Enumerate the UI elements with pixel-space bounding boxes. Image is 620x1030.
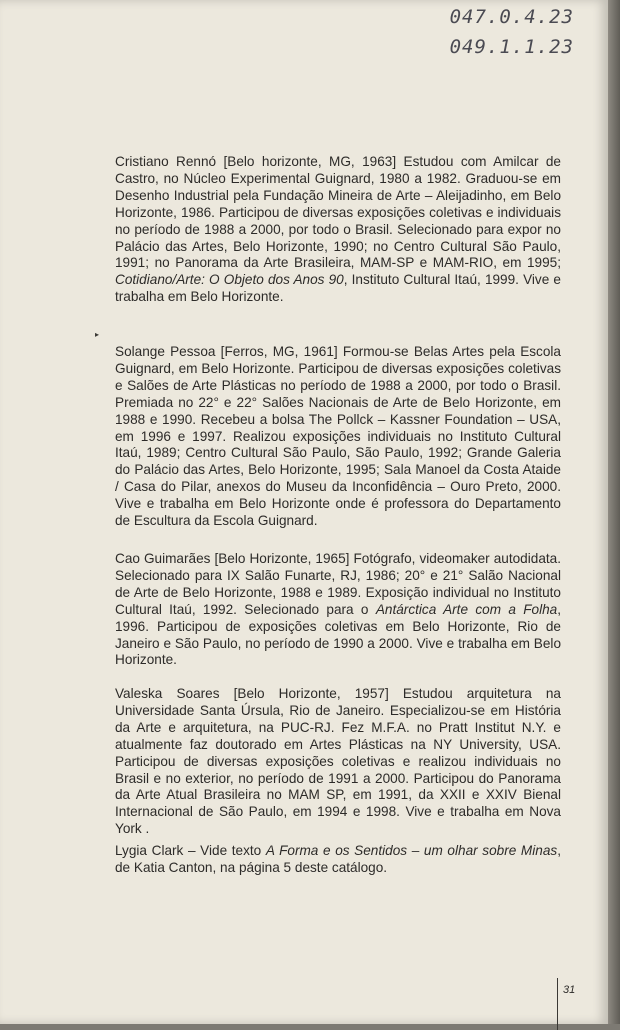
handwritten-note: 049.1.1.23 <box>449 36 574 58</box>
bio-cao-guimaraes: Cao Guimarães [Belo Horizonte, 1965] Fotógrafo, videomaker autodidata. Selecionado para IX Salão Funarte, RJ, 1986; 20° e 21° Salão Nacional de Arte de Belo Horizonte, 1988 e 1989. Exposição individual no Instituto Cultural Itaú, 1992. Selecionado para o Antárctica Arte com a Folha, 1996. Participou de exposições coletivas em Belo Horizonte, Rio de Janeiro e São Paulo, no período de 1990 a 2000. Vive e trabalha em Belo Horizonte. <box>115 551 561 668</box>
bio-valeska-soares: Valeska Soares [Belo Horizonte, 1957] Estudou arquitetura na Universidade Santa Úrsula, Rio de Janeiro. Especializou-se em História da Arte e arquitetura, na PUC-RJ. Fez M.F.A. no Pratt Institut N.Y. e atualmente faz doutorado em Artes Plásticas na NY University, USA. Participou de diversas exposições coletivas e realizou individuais no Brasil e no exterior, no período de 1991 a 2000. Participou do Panorama da Arte Atual Brasileira no MAM SP, em 1991, da XXII e XXIV Bienal Internacional de São Paulo, em 1994 e 1998. Vive e trabalha em Nova York . <box>115 686 561 837</box>
bio-lygia-clark: Lygia Clark – Vide texto A Forma e os Sentidos – um olhar sobre Minas, de Katia Canton, na página 5 deste catálogo. <box>115 843 561 875</box>
bio-cristiano-renno: Cristiano Rennó [Belo horizonte, MG, 1963] Estudou com Amilcar de Castro, no Núcleo Experimental Guignard, 1980 a 1982. Graduou-se em Desenho Industrial pela Fundação Mineira de Arte – Aleijadinho, em Belo Horizonte, 1986. Participou de diversas exposições coletivas e individuais no período de 1988 a 2000, por todo o Brasil. Selecionado para expor no Palácio das Artes, Belo Horizonte, 1990; no Centro Cultural São Paulo, 1991; no Panorama da Arte Brasileira, MAM-SP e MAM-RIO, em 1995; Cotidiano/Arte: O Objeto dos Anos 90, Instituto Cultural Itaú, 1999. Vive e trabalha em Belo Horizonte. <box>115 154 561 305</box>
book-spine-edge <box>608 0 620 1024</box>
handwritten-note: 047.0.4.23 <box>449 6 574 28</box>
bio-solange-pessoa: Solange Pessoa [Ferros, MG, 1961] Formou-se Belas Artes pela Escola Guignard, em Belo Horizonte. Participou de diversas exposições coletivas e Salões de Arte Plásticas no período de 1988 a 2000, por todo o Brasil. Premiada no 22° e 22° Salões Nacionais de Arte de Belo Horizonte, em 1988 e 1990. Recebeu a bolsa The Pollck – Kassner Foundation – USA, em 1996 e 1997. Realizou exposições individuais no Instituto Cultural Itaú, 1989; Centro Cultural São Paulo, São Paulo, 1992; Grande Galeria do Palácio das Artes, Belo Horizonte, 1995; Sala Manoel da Costa Ataide / Casa do Pilar, anexos do Museu da Inconfidência – Ouro Preto, 2000. Vive e trabalha em Belo Horizonte onde é professora do Departamento de Escultura da Escola Guignard. <box>115 344 561 529</box>
bullet-mark: ▸ <box>95 330 100 339</box>
page-number: 31 <box>557 978 575 1030</box>
